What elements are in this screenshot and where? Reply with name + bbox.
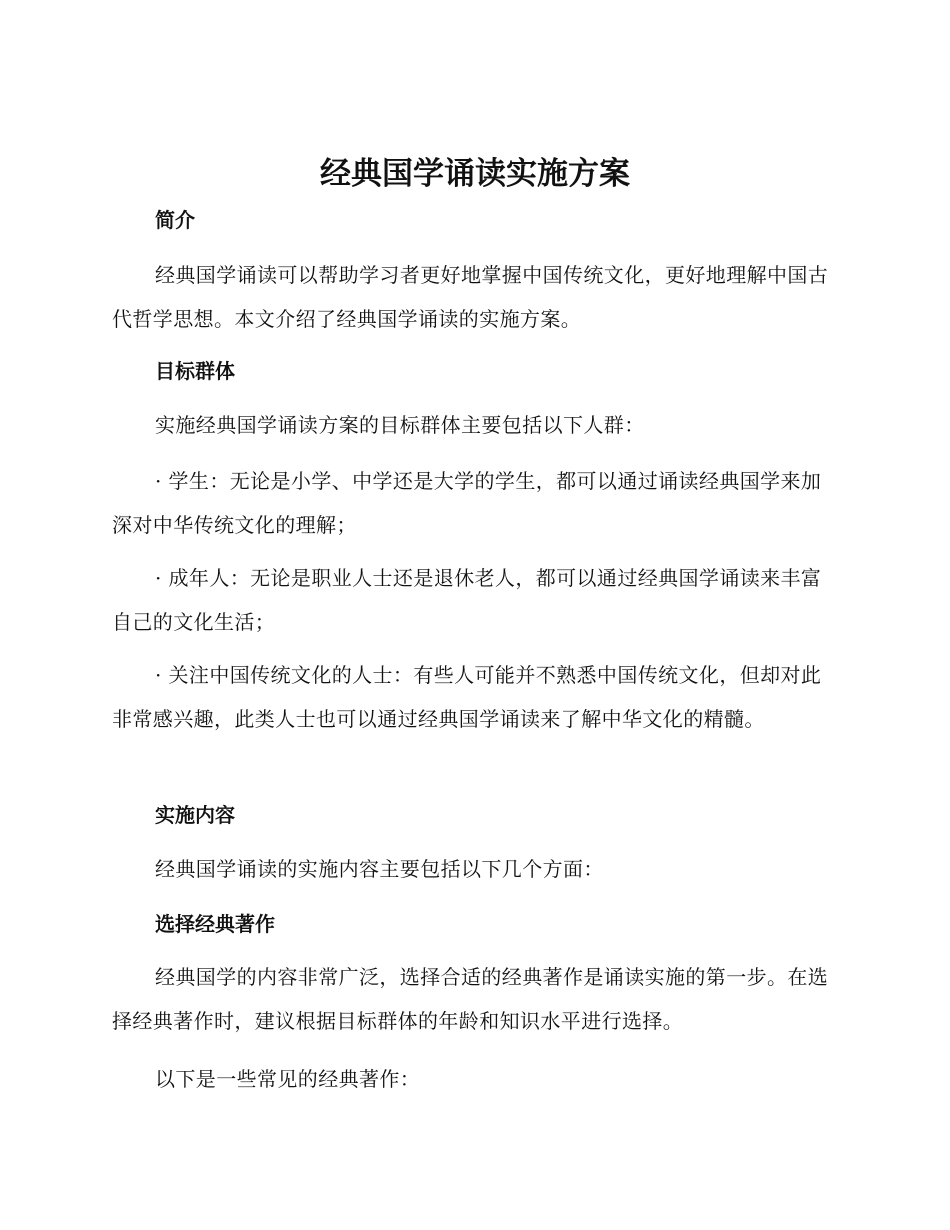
section-heading-intro: 简介 [155,208,195,232]
intro-paragraph: 经典国学诵读可以帮助学习者更好地掌握中国传统文化，更好地理解中国古代哲学思想。本文介绍了经典国学诵读的实施方案。 [112,263,829,331]
common-works-intro-paragraph: 以下是一些常见的经典著作： [155,1067,421,1091]
select-works-paragraph: 经典国学的内容非常广泛，选择合适的经典著作是诵读实施的第一步。在选择经典著作时，建议根据目标群体的年龄和知识水平进行选择。 [112,965,829,1033]
section-heading-target: 目标群体 [155,359,235,383]
document-title: 经典国学诵读实施方案 [320,156,630,192]
section-heading-content: 实施内容 [155,803,235,827]
target-list-item-enthusiasts: · 关注中国传统文化的人士：有些人可能并不熟悉中国传统文化，但却对此非常感兴趣，此类人士也可以通过经典国学诵读来了解中华文化的精髓。 [112,663,822,731]
target-list-item-adults: · 成年人：无论是职业人士还是退休老人，都可以通过经典国学诵读来丰富自己的文化生活； [112,566,822,634]
content-intro-paragraph: 经典国学诵读的实施内容主要包括以下几个方面： [155,857,604,881]
section-heading-select-works: 选择经典著作 [155,912,275,936]
target-list-item-students: · 学生：无论是小学、中学还是大学的学生，都可以通过诵读经典国学来加深对中华传统文化的理解； [112,469,822,537]
target-intro-paragraph: 实施经典国学诵读方案的目标群体主要包括以下人群： [155,413,645,437]
